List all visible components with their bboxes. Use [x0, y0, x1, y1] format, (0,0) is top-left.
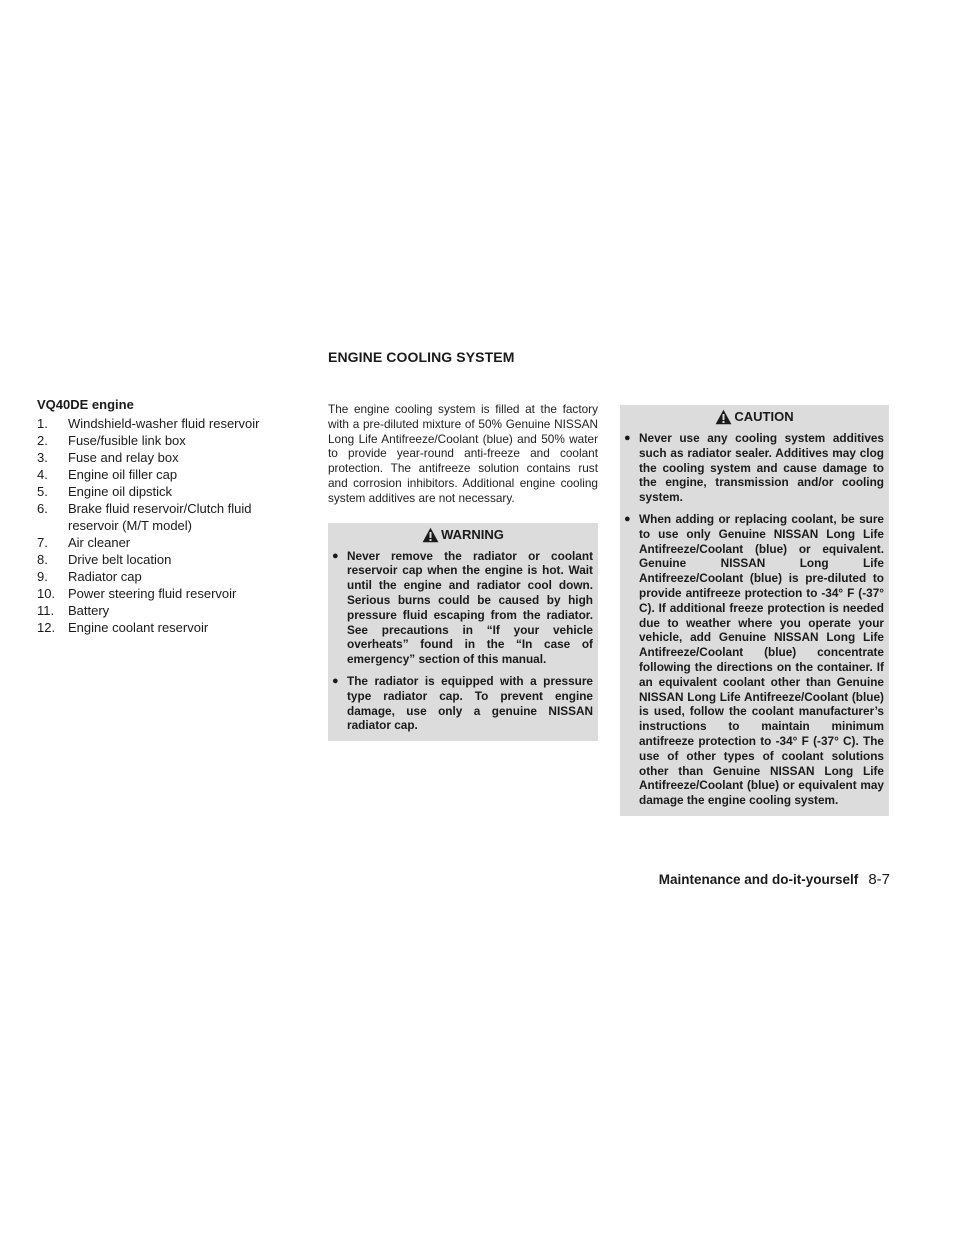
bullet-icon: ● [624, 432, 631, 444]
engine-legend [37, 397, 299, 636]
legend-list [37, 415, 299, 636]
caution-item-text: Never use any cooling system additives such as radiator sealer. Additives may clog the cooling system and cause damage to the engine, transmission and/or cooling system. [639, 431, 884, 505]
caution-item [623, 431, 886, 505]
legend-text: Engine coolant reservoir [68, 620, 209, 635]
legend-text: Windshield-washer fluid reservoir [68, 416, 260, 431]
footer-section-name: Maintenance and do-it-yourself [658, 872, 859, 887]
legend-text: Fuse and relay box [68, 450, 179, 465]
legend-number: 9. [37, 569, 48, 584]
page-footer [659, 871, 890, 888]
warning-triangle-icon [715, 409, 732, 425]
warning-list [331, 549, 595, 734]
legend-number: 5. [37, 484, 48, 499]
caution-title: CAUTION [734, 409, 794, 424]
legend-text: Air cleaner [68, 535, 131, 550]
page-number: 8-7 [868, 871, 890, 888]
legend-item [37, 449, 299, 466]
legend-number: 8. [37, 552, 48, 567]
legend-item [37, 432, 299, 449]
legend-text: Drive belt location [68, 552, 172, 567]
legend-text: Engine oil dipstick [68, 484, 173, 499]
bullet-icon: ● [624, 512, 631, 525]
warning-item-text: The radiator is equipped with a pressure type radiator cap. To prevent engine damage, use only a genuine NISSAN radiator cap. [347, 673, 593, 733]
intro-paragraph: The engine cooling system is filled at the factory with a pre-diluted mixture of 50% Genuine NISSAN Long Life Antifreeze/Coolant (blue) and 50% water to provide year-round anti-freeze and coolant protection. The antifreeze solution contains rust and corrosion inhibitors. Additional engine cooling system additives are not necessary. [328, 402, 598, 505]
legend-item [37, 585, 299, 602]
legend-number: 1. [37, 416, 48, 431]
legend-number: 4. [37, 467, 48, 482]
warning-item-text: Never remove the radiator or coolant reservoir cap when the engine is hot. Wait until the engine and radiator cool down. Serious burns could be caused by high pressure fluid escaping from the radiator. See precautions in “If your vehicle overheats” found in the “In case of emergency” section of this manual. [347, 548, 593, 667]
legend-text: Brake fluid reservoir/Clutch fluid reservoir (M/T model) [68, 501, 252, 533]
section-title: ENGINE COOLING SYSTEM [328, 349, 515, 365]
legend-number: 2. [37, 433, 48, 448]
legend-item [37, 551, 299, 568]
legend-text: Fuse/fusible link box [68, 433, 186, 448]
legend-text: Power steering fluid reservoir [68, 586, 237, 601]
legend-text: Battery [68, 603, 110, 618]
bullet-icon: ● [332, 674, 339, 687]
warning-item [331, 549, 595, 667]
caution-header [623, 409, 886, 425]
caution-list [623, 431, 886, 808]
legend-number: 11. [37, 603, 55, 618]
warning-item [331, 674, 595, 733]
legend-item [37, 415, 299, 432]
right-column [620, 405, 889, 816]
caution-item [623, 512, 886, 808]
legend-item [37, 568, 299, 585]
bullet-icon: ● [332, 549, 339, 562]
legend-item [37, 602, 299, 619]
legend-item [37, 500, 299, 534]
warning-title: WARNING [441, 526, 504, 542]
legend-item [37, 534, 299, 551]
middle-column [328, 402, 598, 741]
caution-box [620, 405, 889, 816]
legend-item [37, 466, 299, 483]
warning-box [328, 523, 598, 742]
legend-number: 6. [37, 501, 48, 516]
caution-item-text: When adding or replacing coolant, be sure to use only Genuine NISSAN Long Life Antifreeze/Coolant (blue) or equivalent. Genuine NISSAN Long Life Antifreeze/Coolant (blue) is pre-diluted to provide antifreeze protection to -34° F (-37° C). If additional freeze protection is needed due to weather where you operate your vehicle, add Genuine NISSAN Long Life Antifreeze/Coolant (blue) concentrate following the directions on the container. If an equivalent coolant other than Genuine NISSAN Long Life Antifreeze/Coolant (blue) is used, follow the coolant manufacturer’s instructions to maintain minimum antifreeze protection to -34° F (-37° C). The use of other types of coolant solutions other than Genuine NISSAN Long Life Antifreeze/Coolant (blue) or equivalent may damage the engine cooling system. [639, 511, 884, 808]
warning-triangle-icon [422, 527, 439, 543]
legend-number: 7. [37, 535, 48, 550]
legend-text: Radiator cap [68, 569, 142, 584]
legend-number: 10. [37, 586, 56, 601]
legend-item [37, 619, 299, 636]
legend-number: 12. [37, 620, 56, 635]
legend-item [37, 483, 299, 500]
warning-header [331, 527, 595, 543]
engine-heading: VQ40DE engine [37, 397, 134, 412]
legend-number: 3. [37, 450, 48, 465]
legend-text: Engine oil filler cap [68, 467, 178, 482]
